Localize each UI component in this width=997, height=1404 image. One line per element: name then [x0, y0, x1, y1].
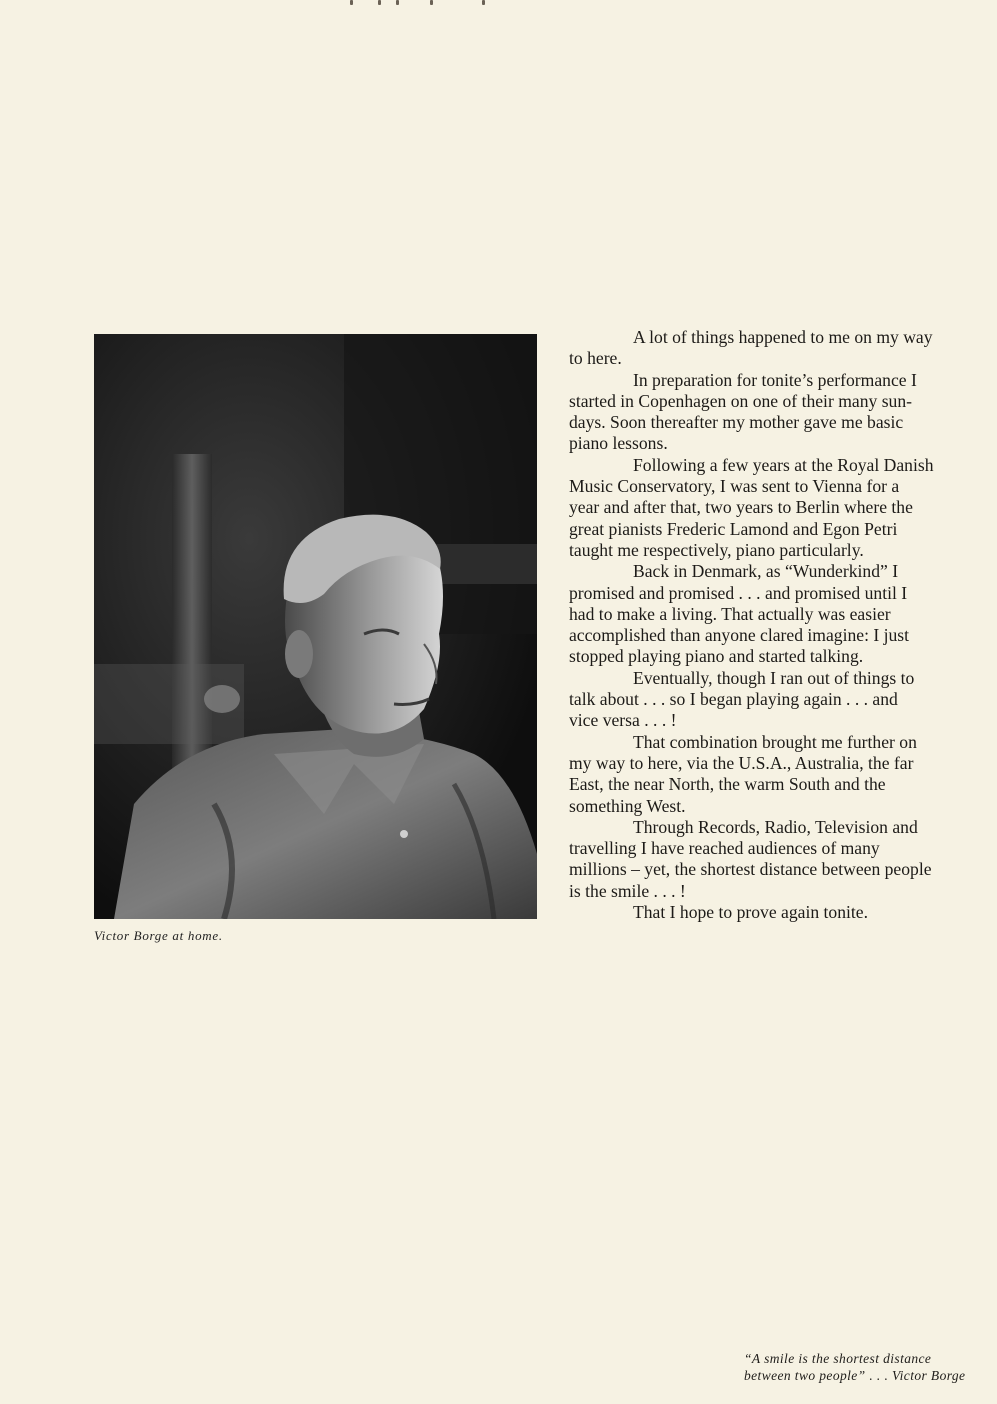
photo-caption: Victor Borge at home.	[94, 928, 223, 943]
closing-quote: “A smile is the shortest distance between two people” . . . Victor Borge	[744, 1351, 966, 1383]
paragraph: That combination brought me further on my way to here, via the U.S.A., Australia, the far East, the near North, the warm South and the something West.	[569, 731, 917, 816]
paragraph: Eventually, though I ran out of things to talk about . . . so I began playing again . . . and vice versa . . . !	[569, 667, 915, 731]
paragraph: A lot of things happened to me on my way to here.	[569, 327, 933, 369]
paragraph: Following a few years at the Royal Danish Music Conservatory, I was sent to Vienna for a year and after that, two years to Berlin where the great pianists Frederic Lamond and Egon Petri taught me respectively, piano particularly.	[569, 454, 934, 560]
print-specks	[330, 0, 530, 8]
portrait-photo	[94, 334, 537, 919]
article-text	[569, 327, 997, 923]
paragraph: That I hope to prove again tonite.	[633, 902, 868, 923]
paragraph: Back in Denmark, as “Wunderkind” I promised and promised . . . and promised until I had to make a living. That actually was easier accomplished than anyone clared imagine: I just stopped playing piano and started talking.	[569, 561, 910, 667]
paragraph: Through Records, Radio, Television and travelling I have reached audiences of many millions – yet, the shortest distance between people is the smile . . . !	[569, 816, 932, 901]
paragraph: In preparation for tonite’s performance I started in Copenhagen on one of their many sun- days. Soon thereafter my mother gave me basic piano lessons.	[569, 369, 917, 454]
